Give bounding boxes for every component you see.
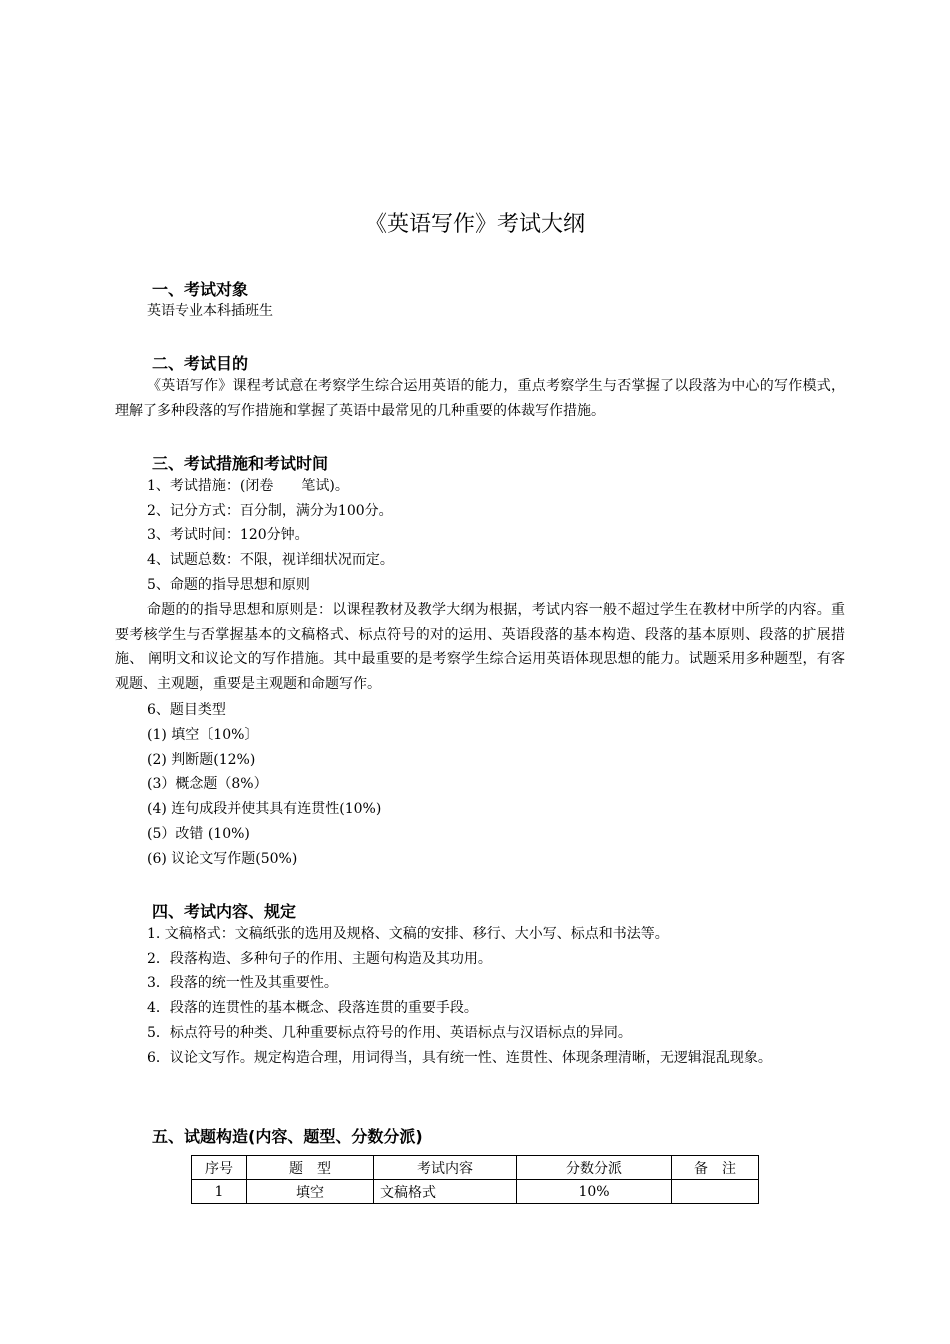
question-type-item: (5）改错 (10%): [147, 826, 250, 842]
content-item: 4．段落的连贯性的基本概念、段落连贯的重要手段。: [147, 1000, 478, 1016]
content-item: 5．标点符号的种类、几种重要标点符号的作用、英语标点与汉语标点的异同。: [147, 1025, 632, 1041]
question-type-item: (4) 连句成段并使其具有连贯性(10%): [147, 801, 382, 817]
question-type-item: (3）概念题（8%）: [147, 776, 268, 792]
table-row: [192, 1180, 759, 1204]
section-heading-question-structure: 五、试题构造(内容、题型、分数分派): [152, 1127, 423, 1146]
method-item: 2、记分方式：百分制，满分为100分。: [147, 503, 393, 519]
content-item: 1. 文稿格式：文稿纸张的选用及规格、文稿的安排、移行、大小写、标点和书法等。: [147, 926, 669, 942]
table-cell-content: 文稿格式: [374, 1180, 517, 1204]
column-header-score: 分数分派: [517, 1156, 672, 1180]
exam-target-text: 英语专业本科插班生: [147, 303, 273, 319]
essay-writing-paragraph: 6．议论文写作。规定构造合理，用词得当，具有统一性、连贯性、体现条理清晰，无逻辑混乱现象。: [147, 1050, 772, 1066]
content-item: 2．段落构造、多种句子的作用、主题句构造及其功用。: [147, 951, 492, 967]
method-item: 1、考试措施：(闭卷 笔试)。: [147, 478, 349, 494]
question-type-item: (1) 填空〔10%〕: [147, 727, 259, 743]
column-header-type: 题 型: [247, 1156, 374, 1180]
column-header-number: 序号: [192, 1156, 247, 1180]
method-item: 3、考试时间：120分钟。: [147, 527, 309, 543]
column-header-content: 考试内容: [374, 1156, 517, 1180]
method-item: 4、试题总数：不限，视详细状况而定。: [147, 552, 394, 568]
question-type-item: (6) 议论文写作题(50%): [147, 851, 298, 867]
section-heading-exam-method: 三、考试措施和考试时间: [152, 454, 329, 473]
question-types-label: 6、题目类型: [147, 702, 226, 718]
page-title: 《英语写作》考试大纲: [364, 212, 585, 237]
table-cell-note: [672, 1180, 759, 1204]
section-heading-exam-content: 四、考试内容、规定: [152, 902, 297, 921]
table-header-row: [192, 1156, 759, 1180]
section-heading-exam-purpose: 二、考试目的: [152, 354, 249, 373]
table-cell-number: 1: [192, 1180, 247, 1204]
question-type-item: (2) 判断题(12%): [147, 752, 256, 768]
table-cell-type: 填空: [247, 1180, 374, 1204]
exam-purpose-paragraph: 《英语写作》课程考试意在考察学生综合运用英语的能力，重点考察学生与否掌握了以段落为中心的写作模式，理解了多种段落的写作措施和掌握了英语中最常见的几种重要的体裁写作措施。: [115, 378, 845, 419]
method-item: 5、命题的指导思想和原则: [147, 577, 310, 593]
question-structure-table: [191, 1155, 759, 1204]
column-header-note: 备 注: [672, 1156, 759, 1180]
content-item: 3．段落的统一性及其重要性。: [147, 975, 338, 991]
guiding-principle-paragraph: 命题的的指导思想和原则是：以课程教材及教学大纲为根据，考试内容一般不超过学生在教材中所学的内容。重要考核学生与否掌握基本的文稿格式、标点符号的对的运用、英语段落的基本构造、段落的基本原则、段落的扩展措施、 阐明文和议论文的写作措施。其中最重要的是考察学生综合运用英语体现思想的能力。试题采用多种题型，有客观题、主观题，重要是主观题和命题写作。: [115, 602, 845, 692]
table-cell-score: 10%: [517, 1180, 672, 1204]
section-heading-exam-target: 一、考试对象: [152, 280, 249, 299]
